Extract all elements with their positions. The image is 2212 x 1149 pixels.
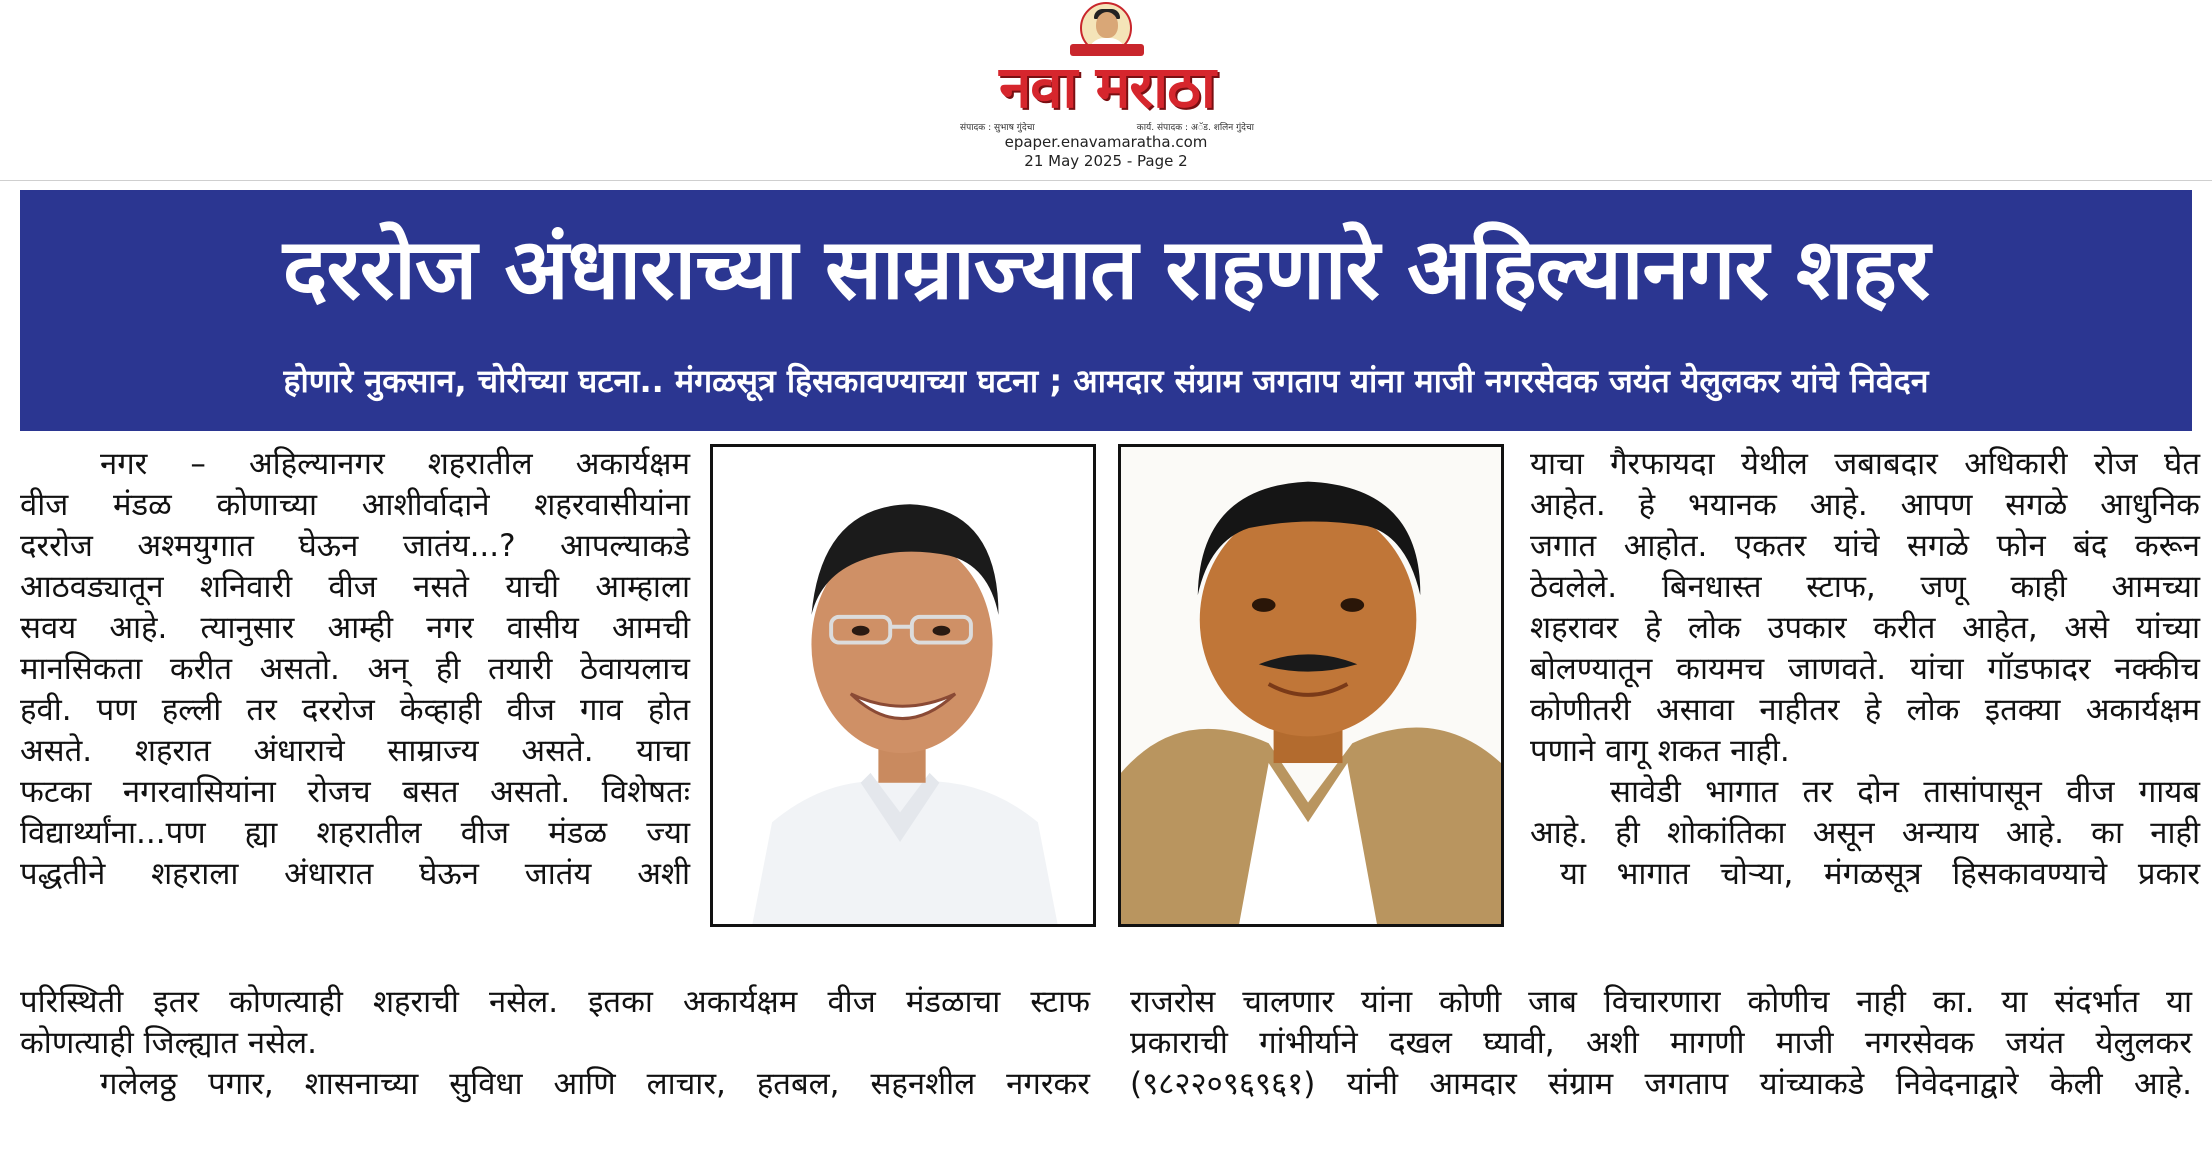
text-line: आठवड्यातून शनिवारी वीज नसते याची आम्हाला <box>20 569 690 605</box>
article-column-right <box>1530 444 2200 895</box>
text-line: पद्धतीने शहराला अंधारात घेऊन जातंय अशी <box>20 856 690 892</box>
photo-politician-young <box>710 444 1096 927</box>
edition-date: 21 May 2025 - Page 2 <box>1024 152 1188 170</box>
headline-banner <box>20 190 2192 431</box>
text-line: विद्यार्थ्यांना...पण ह्या शहरातील वीज मंडळ ज्या <box>20 815 690 851</box>
newspaper-logo: नवा मराठा <box>999 53 1215 121</box>
text-line: सावेडी भागात तर दोन तासांपासून वीज गायब <box>1610 774 2200 810</box>
text-line: मानसिकता करीत असतो. अन् ही तयारी ठेवायलाच <box>20 651 690 687</box>
text-line: कोणत्याही जिल्ह्यात नसेल. <box>20 1025 317 1061</box>
text-line: पणाने वागू शकत नाही. <box>1530 733 1790 769</box>
text-line: गलेलठ्ठ पगार, शासनाच्या सुविधा आणि लाचार, हतबल, सहनशील नगरकर <box>100 1066 1090 1102</box>
text-line: आहेत. हे भयानक आहे. आपण सगळे आधुनिक <box>1530 487 2200 523</box>
masthead <box>0 0 2212 178</box>
text-line: दररोज अश्मयुगात घेऊन जातंय...? आपल्याकडे <box>20 528 690 564</box>
article-column-left <box>20 444 690 895</box>
text-line: सवय आहे. त्यानुसार आम्ही नगर वासीय आमची <box>20 610 690 646</box>
masthead-divider <box>0 180 2212 181</box>
text-line: या भागात चोऱ्या, मंगळसूत्र हिसकावण्याचे प्रकार <box>1560 856 2200 892</box>
text-line: प्रकाराची गांभीर्याने दखल घ्यावी, अशी मागणी माजी नगरसेवक जयंत येलुलकर <box>1130 1025 2192 1061</box>
exec-editor-credit: कार्य. संपादक : अॅड. शलिन गुंदेचा <box>1136 123 1254 133</box>
text-line: राजरोस चालणार यांना कोणी जाब विचारणारा कोणीच नाही का. या संदर्भात या <box>1130 984 2192 1020</box>
text-line: फटका नगरवासियांना रोजच बसत असतो. विशेषतः <box>20 774 690 810</box>
portrait-2-illustration <box>1121 447 1501 924</box>
text-line: परिस्थिती इतर कोणत्याही शहराची नसेल. इतका अकार्यक्षम वीज मंडळाचा स्टाफ <box>20 984 1090 1020</box>
text-line: नगर – अहिल्यानगर शहरातील अकार्यक्षम <box>100 446 690 482</box>
portrait-1-illustration <box>713 447 1093 924</box>
article-bottom-right <box>1130 982 2192 1105</box>
text-line: (९८२२०९६९६१) यांनी आमदार संग्राम जगताप यांच्याकडे निवेदनाद्वारे केली आहे. <box>1130 1066 2192 1102</box>
text-line: शहरावर हे लोक उपकार करीत आहेत, असे यांच्या <box>1530 610 2200 646</box>
epaper-url[interactable]: epaper.enavamaratha.com <box>1004 133 1208 151</box>
article-bottom-left <box>20 982 1090 1105</box>
text-line: याचा गैरफायदा येथील जबाबदार अधिकारी रोज घेत <box>1530 446 2200 482</box>
text-line: असते. शहरात अंधाराचे साम्राज्य असते. याचा <box>20 733 690 769</box>
text-line: हवी. पण हल्ली तर दररोज केव्हाही वीज गाव होत <box>20 692 690 728</box>
text-line: जगात आहोत. एकतर यांचे सगळे फोन बंद करून <box>1530 528 2200 564</box>
text-line: वीज मंडळ कोणाच्या आशीर्वादाने शहरवासीयांना <box>20 487 690 523</box>
article-headline: दररोज अंधाराच्या साम्राज्यात राहणारे अहिल्यानगर शहर <box>282 220 1930 318</box>
photo-former-corporator <box>1118 444 1504 927</box>
text-line: कोणीतरी असावा नाहीतर हे लोक इतक्या अकार्यक्षम <box>1530 692 2200 728</box>
article-subheadline: होणारे नुकसान, चोरीच्या घटना.. मंगळसूत्र हिसकावण्याच्या घटना ; आमदार संग्राम जगताप यांना माजी नगरसेवक जयंत येलुलकर यांचे निवेदन <box>283 362 1929 400</box>
text-line: आहे. ही शोकांतिका असून अन्याय आहे. का नाही <box>1530 815 2200 851</box>
text-line: बोलण्यातून कायमच जाणवते. यांचा गॉडफादर नक्कीच <box>1530 651 2200 687</box>
editor-credit: संपादक : सुभाष गुंदेचा <box>960 123 1035 133</box>
text-line: ठेवलेले. बिनधास्त स्टाफ, जणू काही आमच्या <box>1530 569 2200 605</box>
